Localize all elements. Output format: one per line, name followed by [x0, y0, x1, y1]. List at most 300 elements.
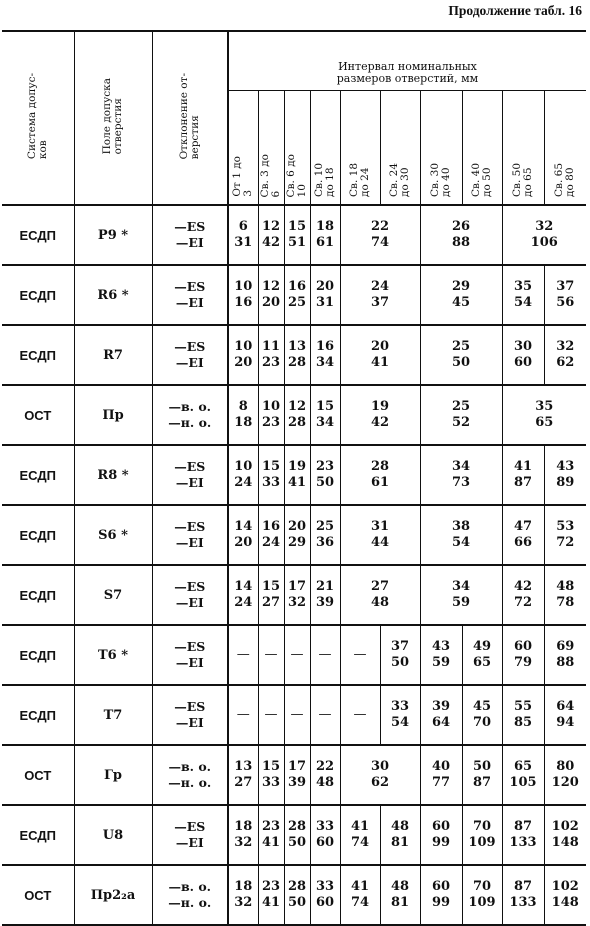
lower-value: 88	[451, 235, 471, 250]
field-cell: Гр	[74, 745, 152, 805]
table-row	[2, 805, 586, 865]
value-cell	[284, 205, 310, 265]
lower-value: 39	[287, 775, 307, 790]
table-row	[2, 865, 586, 925]
value-cell	[284, 385, 310, 445]
lower-deviation-label: —EI	[175, 535, 204, 550]
upper-value: 28	[370, 458, 390, 474]
lower-value: 32	[287, 595, 307, 610]
value-cell	[258, 265, 284, 325]
value-cell	[310, 745, 340, 805]
upper-value: 17	[287, 758, 307, 774]
lower-value: 72	[513, 595, 533, 610]
upper-value: 70	[472, 878, 492, 894]
lower-value: 148	[551, 895, 579, 910]
upper-value: 39	[431, 698, 451, 714]
upper-value: 33	[315, 818, 335, 834]
lower-value: 50	[287, 895, 307, 910]
upper-value: 65	[513, 758, 533, 774]
upper-deviation-label: —ES	[174, 699, 206, 715]
value-cell	[258, 445, 284, 505]
upper-value: 30	[513, 338, 533, 354]
upper-value: 35	[513, 278, 533, 294]
value-cell	[502, 685, 544, 745]
system-cell: ОСТ	[2, 385, 74, 445]
value-cell	[258, 505, 284, 565]
lower-deviation-label: —EI	[175, 715, 204, 730]
value-cell	[228, 745, 258, 805]
value-cell	[284, 505, 310, 565]
value-cell	[502, 505, 544, 565]
lower-value: 89	[556, 475, 575, 490]
upper-value: 14	[234, 578, 253, 594]
system-cell: ОСТ	[2, 745, 74, 805]
system-cell: ЕСДП	[2, 205, 74, 265]
lower-value: 106	[530, 235, 558, 250]
upper-value: 20	[315, 278, 335, 294]
value-cell	[420, 265, 502, 325]
lower-value: 81	[390, 835, 410, 850]
upper-value: 28	[287, 878, 307, 894]
upper-deviation-label: —ES	[174, 819, 206, 835]
upper-value: 19	[370, 398, 390, 414]
value-cell	[284, 625, 310, 685]
value-cell	[228, 385, 258, 445]
value-cell	[544, 625, 586, 685]
upper-value: 20	[370, 338, 390, 354]
upper-value: 13	[287, 338, 307, 354]
value-cell	[502, 265, 544, 325]
table-row	[2, 625, 586, 685]
upper-value: 10	[261, 398, 281, 414]
upper-deviation-label: —в. о.	[168, 759, 212, 775]
upper-value: 18	[234, 878, 253, 894]
lower-value: 20	[261, 295, 281, 310]
field-cell: R7	[74, 325, 152, 385]
upper-value: 48	[556, 578, 575, 594]
lower-value: 20	[234, 535, 253, 550]
field-cell: Пр2₂а	[74, 865, 152, 925]
upper-value: 41	[513, 458, 533, 474]
lower-deviation-label: —н. о.	[168, 415, 212, 430]
lower-value: 59	[431, 655, 451, 670]
value-cell	[420, 325, 502, 385]
value-cell	[284, 745, 310, 805]
value-cell	[310, 685, 340, 745]
lower-value: 27	[261, 595, 281, 610]
lower-value: 18	[234, 415, 253, 430]
upper-value: 47	[513, 518, 533, 534]
header-range: Св. 6 до 10	[284, 91, 310, 206]
header-range: Св. 65 до 80	[544, 91, 586, 206]
lower-value: 70	[472, 715, 492, 730]
deviation-cell	[152, 325, 228, 385]
lower-value: 74	[370, 235, 390, 250]
table-row	[2, 565, 586, 625]
table-row	[2, 745, 586, 805]
lower-value: 105	[509, 775, 537, 790]
header-range: Св. 18 до 24	[340, 91, 380, 206]
upper-value: 48	[390, 878, 410, 894]
value-cell	[340, 385, 420, 445]
upper-deviation-label: —ES	[174, 639, 206, 655]
value-cell	[420, 685, 462, 745]
upper-value: 10	[234, 278, 253, 294]
lower-deviation-label: —EI	[175, 355, 204, 370]
empty-dash: —	[318, 646, 332, 662]
lower-deviation-label: —EI	[175, 295, 204, 310]
lower-value: 74	[350, 895, 370, 910]
lower-value: 23	[261, 415, 281, 430]
lower-value: 29	[287, 535, 307, 550]
empty-dash: —	[236, 646, 250, 662]
value-cell	[462, 685, 502, 745]
empty-dash: —	[236, 706, 250, 722]
lower-value: 94	[556, 715, 575, 730]
upper-deviation-label: —ES	[174, 459, 206, 475]
lower-value: 79	[513, 655, 533, 670]
lower-value: 60	[513, 355, 533, 370]
field-cell: S6 *	[74, 505, 152, 565]
upper-value: 25	[315, 518, 335, 534]
lower-value: 59	[451, 595, 471, 610]
empty-dash: —	[290, 706, 304, 722]
header-range: Св. 10 до 18	[310, 91, 340, 206]
deviation-cell	[152, 565, 228, 625]
value-cell	[284, 865, 310, 925]
lower-value: 28	[287, 355, 307, 370]
lower-value: 34	[315, 355, 335, 370]
value-cell	[502, 625, 544, 685]
upper-value: 20	[287, 518, 307, 534]
value-cell	[420, 205, 502, 265]
value-cell	[258, 625, 284, 685]
lower-value: 41	[370, 355, 390, 370]
header-deviation: Отклонение от- верстия	[152, 31, 228, 205]
upper-value: 34	[451, 458, 471, 474]
value-cell	[284, 445, 310, 505]
upper-value: 102	[551, 818, 579, 834]
lower-value: 41	[261, 895, 281, 910]
upper-value: 70	[472, 818, 492, 834]
system-cell: ЕСДП	[2, 265, 74, 325]
upper-value: 17	[287, 578, 307, 594]
value-cell	[380, 685, 420, 745]
empty-dash: —	[318, 706, 332, 722]
table-row	[2, 505, 586, 565]
upper-deviation-label: —ES	[174, 519, 206, 535]
lower-value: 64	[431, 715, 451, 730]
upper-value: 55	[513, 698, 533, 714]
upper-value: 23	[315, 458, 335, 474]
value-cell	[502, 565, 544, 625]
upper-value: 11	[261, 338, 281, 354]
upper-value: 15	[261, 578, 281, 594]
deviation-cell	[152, 745, 228, 805]
upper-value: 29	[451, 278, 471, 294]
empty-dash: —	[353, 706, 367, 722]
upper-value: 38	[451, 518, 471, 534]
upper-value: 33	[315, 878, 335, 894]
upper-value: 10	[234, 458, 253, 474]
lower-deviation-label: —н. о.	[168, 895, 212, 910]
upper-value: 37	[390, 638, 410, 654]
upper-value: 15	[261, 758, 281, 774]
table-caption: Продолжение табл. 16	[448, 3, 582, 18]
value-cell	[420, 385, 502, 445]
upper-value: 18	[234, 818, 253, 834]
header-range: От 1 до 3	[228, 91, 258, 206]
lower-value: 25	[287, 295, 307, 310]
lower-value: 44	[370, 535, 390, 550]
lower-value: 24	[261, 535, 281, 550]
value-cell	[228, 625, 258, 685]
upper-value: 16	[287, 278, 307, 294]
upper-value: 12	[261, 218, 281, 234]
table-row	[2, 325, 586, 385]
field-cell: S7	[74, 565, 152, 625]
empty-dash: —	[264, 646, 278, 662]
value-cell	[258, 745, 284, 805]
lower-value: 42	[261, 235, 281, 250]
lower-value: 65	[535, 415, 554, 430]
lower-value: 31	[234, 235, 253, 250]
deviation-cell	[152, 265, 228, 325]
upper-value: 53	[556, 518, 575, 534]
value-cell	[502, 745, 544, 805]
header-size-interval: Интервал номинальных размеров отверстий, мм	[228, 31, 586, 91]
upper-value: 37	[556, 278, 575, 294]
upper-value: 41	[350, 818, 370, 834]
lower-value: 24	[234, 475, 253, 490]
value-cell	[502, 445, 544, 505]
system-cell: ЕСДП	[2, 685, 74, 745]
lower-deviation-label: —EI	[175, 655, 204, 670]
upper-value: 12	[287, 398, 307, 414]
table-row	[2, 385, 586, 445]
lower-value: 37	[370, 295, 390, 310]
table-row	[2, 685, 586, 745]
lower-value: 28	[287, 415, 307, 430]
lower-value: 20	[234, 355, 253, 370]
table-row	[2, 265, 586, 325]
value-cell	[340, 505, 420, 565]
upper-value: 87	[513, 818, 533, 834]
upper-value: 48	[390, 818, 410, 834]
lower-value: 33	[261, 775, 281, 790]
upper-value: 16	[261, 518, 281, 534]
lower-value: 61	[370, 475, 390, 490]
system-cell: ЕСДП	[2, 625, 74, 685]
field-cell: P9 *	[74, 205, 152, 265]
lower-value: 51	[287, 235, 307, 250]
table-row	[2, 445, 586, 505]
value-cell	[502, 325, 544, 385]
value-cell	[310, 625, 340, 685]
upper-value: 50	[472, 758, 492, 774]
lower-value: 78	[556, 595, 575, 610]
value-cell	[340, 445, 420, 505]
lower-value: 85	[513, 715, 533, 730]
empty-dash: —	[264, 706, 278, 722]
value-cell	[228, 865, 258, 925]
lower-value: 66	[513, 535, 533, 550]
value-cell	[340, 565, 420, 625]
lower-value: 50	[287, 835, 307, 850]
header-range: Св. 24 до 30	[380, 91, 420, 206]
upper-deviation-label: —в. о.	[168, 399, 212, 415]
lower-value: 52	[451, 415, 471, 430]
upper-value: 12	[261, 278, 281, 294]
lower-value: 109	[468, 895, 496, 910]
upper-value: 22	[370, 218, 390, 234]
value-cell	[340, 685, 380, 745]
deviation-cell	[152, 205, 228, 265]
system-cell: ЕСДП	[2, 805, 74, 865]
lower-value: 56	[556, 295, 575, 310]
upper-value: 16	[315, 338, 335, 354]
upper-value: 49	[472, 638, 492, 654]
deviation-cell	[152, 505, 228, 565]
empty-dash: —	[353, 646, 367, 662]
value-cell	[380, 625, 420, 685]
lower-value: 48	[370, 595, 390, 610]
lower-value: 81	[390, 895, 410, 910]
lower-value: 74	[350, 835, 370, 850]
value-cell	[380, 805, 420, 865]
value-cell	[228, 325, 258, 385]
value-cell	[462, 865, 502, 925]
lower-value: 54	[451, 535, 471, 550]
value-cell	[502, 865, 544, 925]
upper-value: 87	[513, 878, 533, 894]
upper-value: 18	[315, 218, 335, 234]
lower-deviation-label: —EI	[175, 835, 204, 850]
upper-value: 40	[431, 758, 451, 774]
lower-value: 54	[513, 295, 533, 310]
value-cell	[284, 685, 310, 745]
value-cell	[258, 385, 284, 445]
value-cell	[284, 325, 310, 385]
value-cell	[258, 565, 284, 625]
value-cell	[462, 745, 502, 805]
value-cell	[380, 865, 420, 925]
value-cell	[228, 565, 258, 625]
upper-value: 23	[261, 878, 281, 894]
deviation-cell	[152, 445, 228, 505]
lower-deviation-label: —EI	[175, 475, 204, 490]
lower-value: 16	[234, 295, 253, 310]
value-cell	[228, 685, 258, 745]
upper-value: 25	[451, 338, 471, 354]
value-cell	[502, 385, 586, 445]
value-cell	[228, 805, 258, 865]
lower-value: 60	[315, 895, 335, 910]
value-cell	[420, 805, 462, 865]
value-cell	[228, 265, 258, 325]
upper-value: 6	[238, 218, 248, 234]
upper-value: 13	[234, 758, 253, 774]
upper-value: 43	[556, 458, 575, 474]
lower-value: 33	[261, 475, 281, 490]
upper-value: 33	[390, 698, 410, 714]
lower-deviation-label: —EI	[175, 235, 204, 250]
upper-value: 10	[234, 338, 253, 354]
lower-value: 62	[556, 355, 575, 370]
value-cell	[228, 205, 258, 265]
lower-value: 50	[315, 475, 335, 490]
lower-value: 48	[315, 775, 335, 790]
field-cell: T7	[74, 685, 152, 745]
lower-value: 99	[431, 835, 451, 850]
value-cell	[340, 745, 420, 805]
upper-value: 8	[238, 398, 248, 414]
empty-dash: —	[290, 646, 304, 662]
value-cell	[228, 445, 258, 505]
system-cell: ЕСДП	[2, 325, 74, 385]
deviation-cell	[152, 685, 228, 745]
upper-value: 15	[261, 458, 281, 474]
value-cell	[310, 805, 340, 865]
lower-value: 54	[390, 715, 410, 730]
upper-value: 26	[451, 218, 471, 234]
upper-value: 69	[556, 638, 575, 654]
field-cell: U8	[74, 805, 152, 865]
lower-value: 72	[556, 535, 575, 550]
lower-value: 62	[370, 775, 390, 790]
upper-value: 102	[551, 878, 579, 894]
value-cell	[544, 505, 586, 565]
value-cell	[284, 565, 310, 625]
lower-value: 133	[509, 835, 537, 850]
header-range: Св. 3 до 6	[258, 91, 284, 206]
upper-value: 25	[451, 398, 471, 414]
lower-value: 87	[472, 775, 492, 790]
value-cell	[544, 325, 586, 385]
value-cell	[544, 685, 586, 745]
value-cell	[420, 565, 502, 625]
upper-value: 24	[370, 278, 390, 294]
upper-value: 32	[556, 338, 575, 354]
value-cell	[310, 385, 340, 445]
upper-value: 41	[350, 878, 370, 894]
value-cell	[462, 625, 502, 685]
upper-value: 34	[451, 578, 471, 594]
upper-value: 60	[431, 818, 451, 834]
upper-value: 31	[370, 518, 390, 534]
upper-value: 60	[431, 878, 451, 894]
upper-value: 35	[535, 398, 554, 414]
value-cell	[502, 805, 544, 865]
value-cell	[502, 205, 586, 265]
lower-value: 23	[261, 355, 281, 370]
lower-value: 73	[451, 475, 471, 490]
value-cell	[544, 805, 586, 865]
upper-value: 64	[556, 698, 575, 714]
upper-value: 15	[287, 218, 307, 234]
value-cell	[310, 325, 340, 385]
upper-deviation-label: —ES	[174, 279, 206, 295]
lower-value: 77	[431, 775, 451, 790]
value-cell	[310, 565, 340, 625]
header-range: Св. 40 до 50	[462, 91, 502, 206]
value-cell	[420, 445, 502, 505]
upper-value: 42	[513, 578, 533, 594]
value-cell	[544, 865, 586, 925]
upper-value: 22	[315, 758, 335, 774]
tolerance-table	[2, 30, 586, 926]
value-cell	[310, 205, 340, 265]
